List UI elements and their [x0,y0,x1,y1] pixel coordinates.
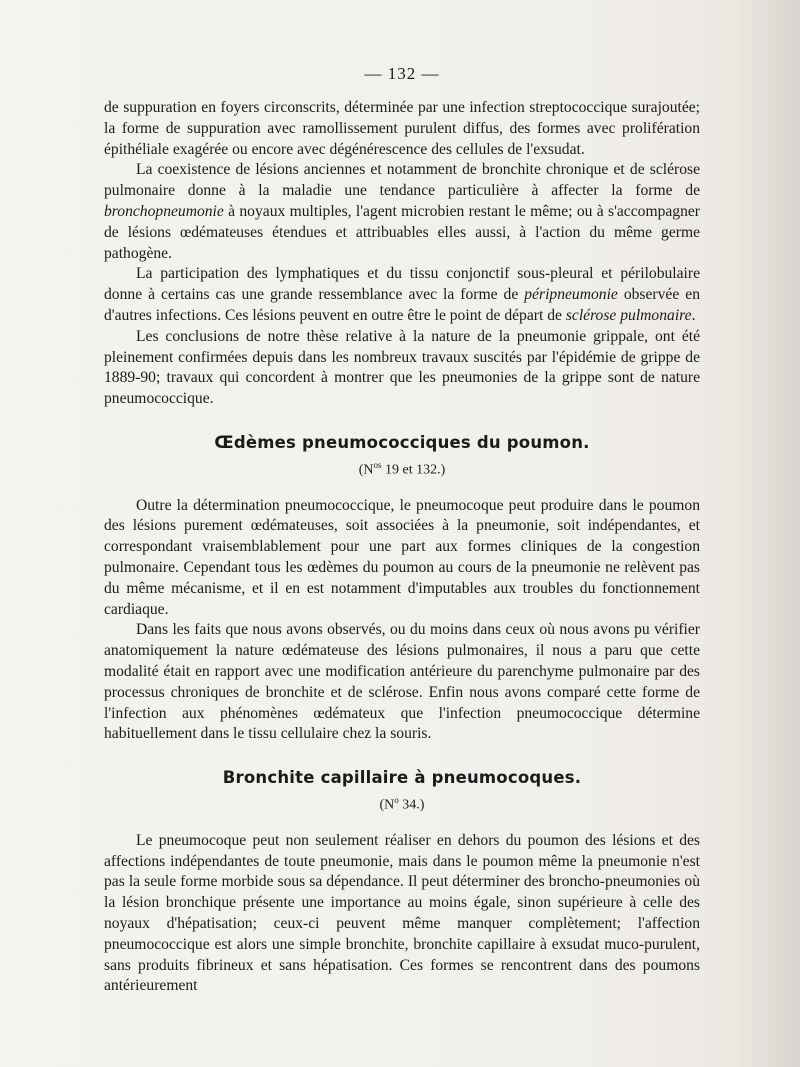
section-heading-bronchite: Bronchite capillaire à pneumocoques. [222,768,582,788]
section-heading-oedemes: Œdèmes pneumococciques du poumon. [214,432,590,452]
italic-term: péripneumonie [524,286,618,304]
section-reference [104,456,700,480]
italic-term: sclérose pulmonaire [565,306,692,324]
text-run: à noyaux multiples, l'agent microbien restant le même; ou à s'accompagner de lésions œdémateuses étendues et attribuables elles aussi, à l'action du même germe pathogène. [104,202,700,262]
italic-term: bronchopneumonie [104,202,224,220]
paragraph-bronchite-1: Le pneumocoque peut non seulement réaliser en dehors du poumon des lésions et des affections indépendantes de toute pneumonie, mais dans le poumon même la pneumonie n'est pas la seule forme morbide sous sa dépendance. Il peut déterminer des broncho-pneumonies où la lésion bronchique présente une importance au moins égale, sinon supérieure à celle des noyaux d'hépatisation; ceux-ci peuvent même manquer complètement; l'affection pneumococcique est alors une simple bronchite, bronchite capillaire à exsudat muco-purulent, sans produits fibrineux et sans hépatisation. Ces formes se rencontrent dans des poumons antérieurement [104,831,700,995]
text-run: La participation des lymphatiques et du tissu conjonctif sous-pleural et périlobulaire donne à certains cas une grande ressemblance avec la forme de [104,265,700,304]
text-run: La coexistence de lésions anciennes et notamment de bronchite chronique et de sclérose pulmonaire donne à la maladie une tendance particulière à affecter la forme de [104,161,700,200]
page-number: — 132 — [364,64,440,83]
ref-sup: o [394,795,399,806]
paragraph-bronchopneumonia [104,160,700,264]
paragraph-lymphatics [104,264,700,326]
section-reference [104,791,700,815]
text-run: observée en d'autres infections. Ces lésions peuvent en outre être le point de départ de [104,286,700,324]
paragraph-continuation: de suppuration en foyers circonscrits, déterminée par une infection streptococcique surajoutée; la forme de suppuration avec ramollissement purulent diffus, des formes avec prolifération épithéliale exagérée ou encore avec dégénérescence des cellules de l'exsudat. [104,99,700,158]
ref-sup: os [373,459,382,470]
paragraph-oedemes-1: Outre la détermination pneumococcique, le pneumocoque peut produire dans le poumon des lésions purement œdémateuses, soit associées à la pneumonie, soit indépendantes, et correspondant vraisemblablement pour une part aux formes cliniques de la congestion pulmonaire. Cependant tous les œdèmes du poumon au cours de la pneumonie ne relèvent pas du même mécanisme, et il en est notamment d'imputables aux troubles du fonctionnement cardiaque. [104,496,700,618]
ref-prefix: (N [379,797,395,813]
text-run: . [691,306,696,324]
ref-rest: 34.) [398,797,425,813]
ref-rest: 19 et 132.) [381,462,446,478]
paragraph-conclusions: Les conclusions de notre thèse relative à la nature de la pneumonie grippale, ont été pleinement confirmées depuis dans les nombreux travaux suscités par l'épidémie de grippe de 1889-90; travaux qui concordent à montrer que les pneumonies de la grippe sont de nature pneumococcique. [104,327,700,408]
text-block [104,62,700,997]
paragraph-oedemes-2: Dans les faits que nous avons observés, ou du moins dans ceux où nous avons pu vérifier anatomiquement la nature œdémateuse des lésions pulmonaires, il nous a paru que cette modalité était en rapport avec une modification antérieure du parenchyme pulmonaire par des processus chroniques de bronchite et de sclérose. Enfin nous avons comparé cette forme de l'infection aux phénomènes œdémateux que l'infection pneumococcique détermine habituellement dans le tissu cellulaire chez la souris. [104,621,700,743]
ref-prefix: (N [358,462,374,478]
